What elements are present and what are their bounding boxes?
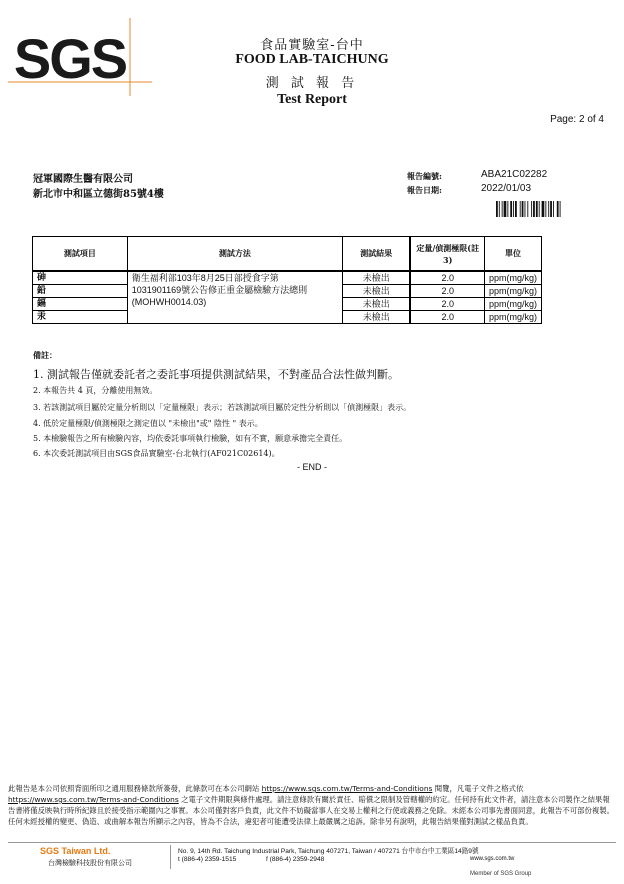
method-line: (MOHWH0014.03): [131, 297, 207, 307]
report-title-en: Test Report: [277, 92, 347, 107]
barcode: [496, 201, 586, 217]
row-limit: 2.0: [410, 285, 484, 298]
page-number: Page: 2 of 4: [550, 114, 604, 125]
row-limit: 2.0: [410, 311, 484, 324]
test-method: [127, 271, 342, 324]
disclaimer: [8, 783, 616, 827]
row-item: 汞: [33, 311, 128, 324]
footer-separator: [170, 845, 171, 869]
row-item: 鉛: [33, 285, 128, 298]
svg-text:SGS: SGS: [13, 27, 127, 90]
results-table: [32, 236, 542, 324]
report-number: ABA21C02282: [481, 169, 548, 180]
lab-name-zh: 食品實驗室-台中: [260, 38, 364, 53]
header-method: 測試方法: [127, 237, 342, 272]
report-title-zh: 測 試 報 告: [265, 76, 359, 91]
method-line: 衛生福利部103年8月25日部授食字第: [131, 273, 279, 283]
row-result: 未檢出: [342, 285, 410, 298]
header-unit: 單位: [484, 237, 541, 272]
note-2: 2. 本報告共 4 頁，分離使用無效。: [33, 386, 158, 395]
note-1: 1. 測試報告僅就委託者之委託事項提供測試結果，不對產品合法性做判斷。: [33, 368, 399, 381]
note-5: 5. 本檢驗報告之所有檢驗內容，均依委託事項執行檢驗，如有不實，願意承擔完全責任。: [33, 434, 348, 443]
note-6: 6. 本次委託測試項目由SGS食品實驗室-台北執行(AF021C02614)。: [33, 449, 280, 458]
terms-link[interactable]: https://www.sgs.com.tw/Terms-and-Conditions: [261, 784, 433, 793]
report-date-label: 報告日期:: [407, 185, 442, 195]
header-item: 測試項目: [33, 237, 128, 272]
header-result: 測試結果: [342, 237, 410, 272]
header-limit: 定量/偵測極限(註3): [410, 237, 484, 272]
footer-fax: f (886-4) 2359-2948: [266, 856, 325, 863]
table-header-row: [33, 237, 542, 272]
disclaimer-text: 此報告是本公司依照背面所印之通用服務條款所簽發，此條款可在本公司網站: [8, 784, 262, 793]
footer-website[interactable]: www.sgs.com.tw: [470, 856, 515, 862]
note-4: 4. 低於定量極限/偵測極限之測定值以 "未檢出"或" 陰性 " 表示。: [33, 419, 263, 428]
row-limit: 2.0: [410, 298, 484, 311]
footer-tel: t (886-4) 2359-1515: [178, 856, 237, 863]
end-marker: - END -: [297, 462, 327, 472]
method-line: 1031901169號公告修正重金屬檢驗方法總則: [131, 285, 308, 295]
client-address: 新北市中和區立德街85號4樓: [33, 189, 164, 200]
row-result: 未檢出: [342, 311, 410, 324]
row-result: 未檢出: [342, 271, 410, 285]
row-unit: ppm(mg/kg): [484, 285, 541, 298]
note-3: 3. 若該測試項目屬於定量分析則以「定量極限」表示；若該測試項目屬於定性分析則以「偵測極限」表示。: [33, 403, 412, 412]
client-name: 冠軍國際生醫有限公司: [33, 174, 133, 185]
footer-company-en: SGS Taiwan Ltd.: [40, 846, 111, 856]
footer-member: Member of SGS Group: [470, 871, 532, 877]
row-limit: 2.0: [410, 271, 484, 285]
table-row: [33, 271, 542, 285]
notes-title: 備註：: [33, 350, 57, 360]
row-result: 未檢出: [342, 298, 410, 311]
footer-divider: [8, 842, 616, 843]
row-unit: ppm(mg/kg): [484, 298, 541, 311]
report-number-label: 報告編號:: [407, 171, 442, 181]
row-item: 砷: [33, 271, 128, 285]
disclaimer-text: 之電子文件期限與條件處理。請注意條款有關於責任、賠償之限制及管轄權的約定。任何持有此文件者，請注意本公司製作之結果報告書將僅反映執行時所紀錄且於接受指示範圍內之事實。本公司僅對客戶負責，此文件不妨礙當事人在交易上權利之行使或義務之免除。未經本公司事先書面同意，此報告不可部份複製。任何未經授權的變更、偽造、或曲解本報告所顯示之內容，皆為不合法，違犯者可能遭受法律上最嚴厲之追訴。除非另有說明，此報告結果僅對測試之樣品負責。: [8, 795, 615, 826]
lab-name-en: FOOD LAB-TAICHUNG: [235, 52, 389, 67]
row-unit: ppm(mg/kg): [484, 311, 541, 324]
footer-company-zh: 台灣檢驗科技股份有限公司: [48, 859, 132, 867]
disclaimer-text: 閱覽，凡電子文件之格式依: [432, 784, 524, 793]
footer-address: No. 9, 14th Rd. Taichung Industrial Park, Taichung 407271, Taiwan / 407271 台中市台中工業區14路9號: [178, 848, 479, 855]
terms-link[interactable]: https://www.sgs.com.tw/Terms-and-Conditions: [8, 795, 179, 804]
report-date: 2022/01/03: [481, 183, 532, 194]
row-unit: ppm(mg/kg): [484, 271, 541, 285]
row-item: 鎘: [33, 298, 128, 311]
